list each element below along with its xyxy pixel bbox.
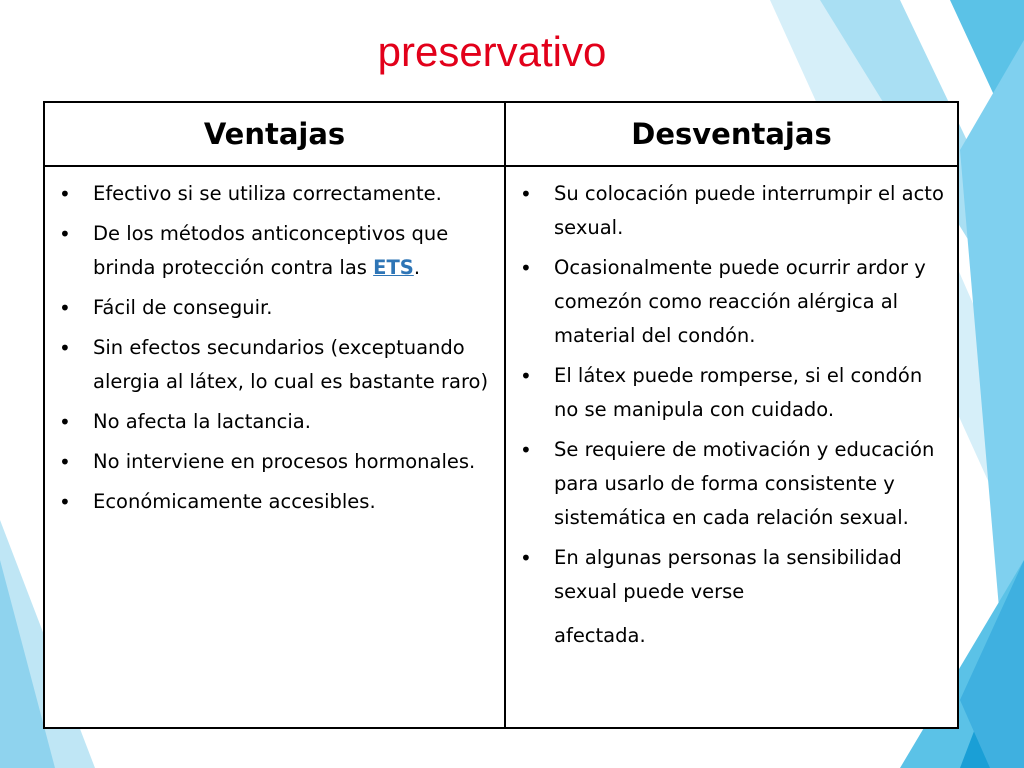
list-item-end: . xyxy=(413,256,421,279)
header-ventajas: Ventajas xyxy=(44,102,505,166)
list-item: • No afecta la lactancia. xyxy=(53,405,496,439)
ets-link[interactable]: ETS xyxy=(373,256,414,279)
list-item: • El látex puede romperse, si el condón no se manipula con cuidado. xyxy=(514,359,949,427)
comparison-table xyxy=(43,101,959,729)
list-item: • Su colocación puede interrumpir el acto sexual. xyxy=(514,177,949,245)
list-item-end: afectada. xyxy=(554,624,646,647)
page-title: preservativo xyxy=(377,28,607,75)
list-item-text: En algunas personas la sensibilidad sexual puede verse xyxy=(554,546,902,603)
list-item: • No interviene en procesos hormonales. xyxy=(53,445,496,479)
list-item xyxy=(53,217,496,285)
table-body-row xyxy=(44,166,958,728)
list-item: • Fácil de conseguir. xyxy=(53,291,496,325)
ventajas-cell xyxy=(44,166,505,728)
list-item xyxy=(514,541,949,653)
list-item: • Sin efectos secundarios (exceptuando alergia al látex, lo cual es bastante raro) xyxy=(53,331,496,399)
desventajas-list xyxy=(514,177,949,653)
list-item: • Ocasionalmente puede ocurrir ardor y comezón como reacción alérgica al material del condón. xyxy=(514,251,949,353)
list-item: • Se requiere de motivación y educación para usarlo de forma consistente y sistemática en cada relación sexual. xyxy=(514,433,949,535)
table-header-row xyxy=(44,102,958,166)
list-item: • Efectivo si se utiliza correctamente. xyxy=(53,177,496,211)
list-item: • Económicamente accesibles. xyxy=(53,485,496,519)
desventajas-cell xyxy=(505,166,958,728)
list-item-text: De los métodos anticonceptivos que brinda protección contra las xyxy=(93,222,449,279)
header-desventajas: Desventajas xyxy=(505,102,958,166)
ventajas-list xyxy=(53,177,496,519)
